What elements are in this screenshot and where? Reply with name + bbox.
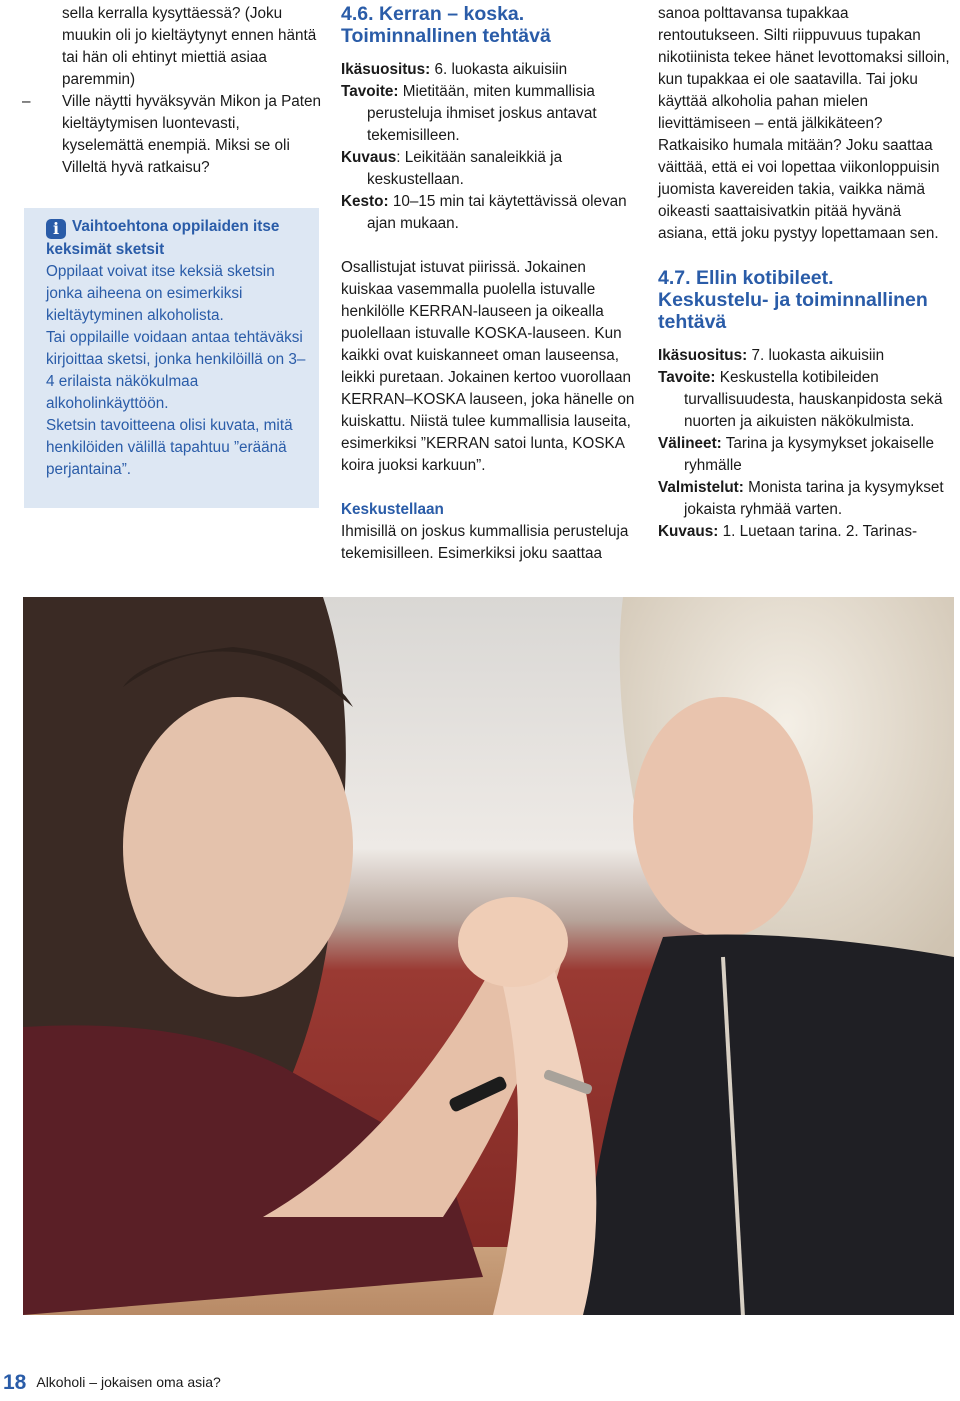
description-value: : Leikitään sanaleikkiä ja keskustellaan. <box>367 149 563 188</box>
publication-title: Alkoholi – jokaisen oma asia? <box>36 1374 221 1390</box>
tools-label: Välineet: <box>658 435 722 452</box>
column-right <box>658 3 953 543</box>
intro-paragraph: sella kerralla kysyttäessä? (Joku muukin oli jo kieltäytynyt ennen häntä tai hän oli ehtinyt miettiä asiaa paremmin) <box>62 5 317 88</box>
section-heading-subtitle: Keskustelu- ja toiminnallinen tehtävä <box>658 289 928 333</box>
section-heading-4-6 <box>341 3 641 47</box>
info-box <box>24 208 319 508</box>
age-value: 7. luokasta aikuisiin <box>751 347 885 364</box>
subheading-keskustellaan: Keskustellaan <box>341 501 444 518</box>
goal-label: Tavoite: <box>658 369 716 386</box>
info-icon: i <box>46 219 66 239</box>
goal-label: Tavoite: <box>341 83 399 100</box>
goal <box>658 367 953 433</box>
dash-list-item <box>22 91 324 179</box>
page-footer <box>3 1371 221 1395</box>
column-middle <box>341 3 641 565</box>
age-recommendation <box>341 59 641 81</box>
duration <box>341 191 641 235</box>
tools-value: Tarina ja kysymykset jokaiselle ryhmälle <box>684 435 935 474</box>
age-label: Ikäsuositus: <box>341 61 431 78</box>
section-heading-4-7 <box>658 267 953 333</box>
description-label: Kuvaus <box>341 149 397 166</box>
info-box-paragraph-1: Oppilaat voivat itse keksiä sketsin jonka aiheena on esimerkiksi kieltäytyminen alkoholista. <box>46 263 275 324</box>
description-value: 1. Luetaan tarina. 2. Tarinas- <box>722 523 918 540</box>
duration-label: Kesto: <box>341 193 389 210</box>
body-paragraph: Osallistujat istuvat piirissä. Jokainen kuiskaa vasemmalla puolella istuvalle henkilölle KERRAN-lauseen ja oikealla puolellaan istuvalle KOSKA-lauseen. Kun kaikki ovat kuiskanneet oman lauseensa, leikki puretaan. Jokainen kertoo vuorollaan KERRAN–KOSKA lauseen, joka hänelle on kuiskattu. Niistä tulee kummallisia lauseita, esimerkiksi ”KERRAN satoi lunta, KOSKA koira juoksi karkuun”. <box>341 259 635 474</box>
discussion-paragraph: Ihmisillä on joskus kummallisia perusteluja tekemisilleen. Esimerkiksi joku saattaa <box>341 523 629 562</box>
dash-bullet: – <box>22 93 31 110</box>
preparation-value: Monista tarina ja kysymykset jokaista ryhmää varten. <box>684 479 944 518</box>
info-box-title <box>46 216 309 261</box>
section-heading-title: 4.7. Ellin kotibileet. <box>658 267 834 289</box>
page-number: 18 <box>3 1371 27 1394</box>
info-box-paragraph-2: Tai oppilaille voidaan antaa tehtäväksi kirjoittaa sketsi, jonka henkilöillä on 3–4 erilaista näkökulmaa alkoholinkäyttöön. <box>46 329 306 412</box>
preparation <box>658 477 953 521</box>
info-box-title-text: Vaihtoehtona oppilaiden itse keksimät sketsit <box>46 218 280 258</box>
description <box>341 147 641 191</box>
duration-value: 10–15 min tai käytettävissä olevan ajan mukaan. <box>367 193 627 232</box>
age-value: 6. luokasta aikuisiin <box>434 61 568 78</box>
age-recommendation <box>658 345 953 367</box>
section-heading-title: 4.6. Kerran – koska. <box>341 3 525 25</box>
goal <box>341 81 641 147</box>
description-label: Kuvaus: <box>658 523 719 540</box>
photo-illustration <box>23 597 954 1315</box>
preparation-label: Valmistelut: <box>658 479 744 496</box>
column-left <box>22 3 324 179</box>
arm-wrestling-photo <box>23 597 954 1315</box>
description <box>658 521 953 543</box>
age-label: Ikäsuositus: <box>658 347 748 364</box>
goal-value: Keskustella kotibileiden turvallisuudesta, hauskanpidosta sekä nuorten ja aikuisten näkökulmista. <box>684 369 943 430</box>
tools <box>658 433 953 477</box>
section-heading-subtitle: Toiminnallinen tehtävä <box>341 25 551 47</box>
continued-paragraph: sanoa polttavansa tupakkaa rentoutukseen. Silti riippuvuus tupakan nikotiinista tekee hänet levottomaksi silloin, kun tupakkaa ei ole saatavilla. Tai joku käyttää alkoholia pahan mielen lievittämiseen – entä jälkikäteen? Ratkaisiko humala mitään? Joku saattaa väittää, että ei voi lopettaa viikonloppuisin juomista kavereiden takia, vaikka nämä oikeasti saattaisivatkin pitää hyvänä asiana, että joku pystyy lopettamaan sen. <box>658 5 950 242</box>
dash-item-text: Ville näytti hyväksyvän Mikon ja Paten kieltäytymisen luontevasti, kyselemättä enempiä. Miksi se oli Villeltä hyvä ratkaisu? <box>62 93 322 176</box>
goal-value: Mietitään, miten kummallisia perusteluja ihmiset joskus antavat tekemisilleen. <box>367 83 597 144</box>
info-box-paragraph-3: Sketsin tavoitteena olisi kuvata, mitä henkilöiden välillä tapahtuu ”eräänä perjantaina”. <box>46 417 293 478</box>
